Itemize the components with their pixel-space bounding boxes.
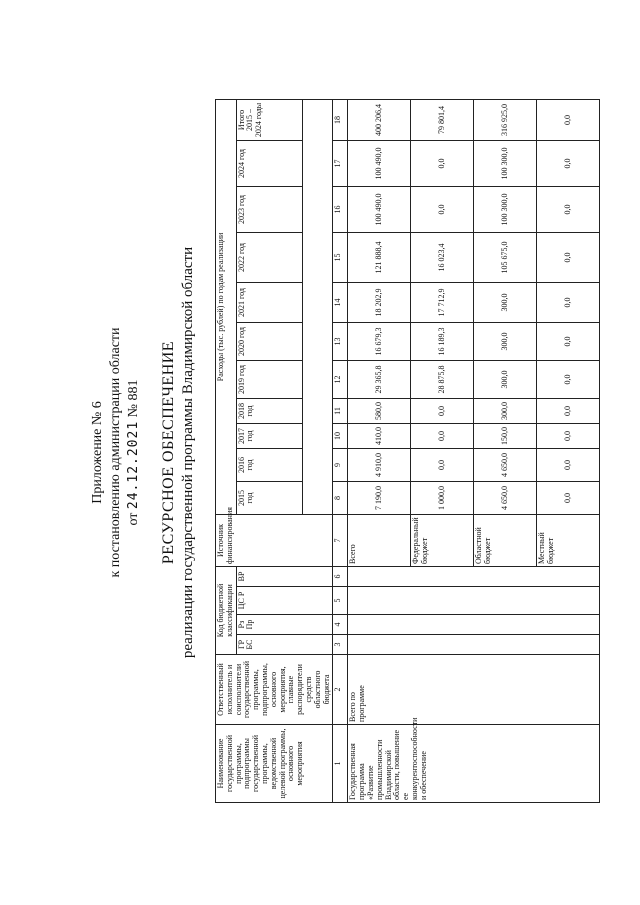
value-cell: 29 365,8 [348, 360, 411, 398]
col-number: 11 [333, 398, 348, 423]
col-number: 12 [333, 360, 348, 398]
year-header: 2023 год [236, 186, 303, 232]
value-cell: 0,0 [411, 448, 474, 481]
value-cell: 16 189,3 [411, 322, 474, 360]
grbs-cell [348, 635, 600, 655]
year-header: 2021 год [236, 282, 303, 322]
value-cell: 100 490,0 [348, 140, 411, 186]
value-cell: 0,0 [537, 360, 600, 398]
value-cell: 0,0 [537, 282, 600, 322]
source-cell: Федеральный бюджет [411, 514, 474, 566]
value-cell: 0,0 [537, 232, 600, 282]
value-cell: 121 888,4 [348, 232, 411, 282]
col-number: 1 [333, 725, 348, 803]
value-cell: 100 490,0 [348, 186, 411, 232]
value-cell: 0,0 [411, 186, 474, 232]
document-title: РЕСУРСНОЕ ОБЕСПЕЧЕНИЕ [160, 340, 177, 565]
year-header: 2018 год [236, 398, 303, 423]
col-number: 13 [333, 322, 348, 360]
col-number: 3 [333, 635, 348, 655]
appendix-label: Приложение № 6 [90, 401, 105, 504]
value-cell: 17 712,9 [411, 282, 474, 322]
header-rzpr: Рз Пр [236, 615, 333, 635]
document-subtitle: реализации государственной программы Владимирской области [180, 246, 196, 659]
source-cell: Областной бюджет [474, 514, 537, 566]
value-cell: 0,0 [537, 322, 600, 360]
total-cell: 400 206,4 [348, 99, 411, 140]
year-header: 2015 год [236, 481, 303, 514]
year-header: 2017 год [236, 423, 303, 448]
value-cell: 28 875,8 [411, 360, 474, 398]
header-budget-code: Код бюджетной классификации [216, 566, 237, 654]
value-cell: 0,0 [537, 448, 600, 481]
value-cell: 0,0 [411, 423, 474, 448]
year-header: 2024 год [236, 140, 303, 186]
source-cell: Всего [348, 514, 411, 566]
year-header: 2022 год [236, 232, 303, 282]
program-name-cell: Государственная программа «Развитие промышленности Владимирской области, повышение ее конкурентоспособности и обеспечение [348, 725, 600, 803]
csr-cell [348, 587, 600, 615]
col-number: 16 [333, 186, 348, 232]
value-cell: 4 650,0 [474, 448, 537, 481]
value-cell: 580,0 [348, 398, 411, 423]
col-number: 6 [333, 566, 348, 586]
value-cell: 410,0 [348, 423, 411, 448]
total-header: Итого 2015 – 2024 годы [236, 99, 303, 140]
col-number: 9 [333, 448, 348, 481]
value-cell: 0,0 [537, 481, 600, 514]
value-cell: 0,0 [411, 398, 474, 423]
value-cell: 1 000,0 [411, 481, 474, 514]
value-cell: 300,0 [474, 282, 537, 322]
decree-label: к постановлению администрации области [108, 327, 123, 578]
col-number: 2 [333, 655, 348, 725]
year-header: 2020 год [236, 322, 303, 360]
value-cell: 100 300,0 [474, 140, 537, 186]
col-number: 4 [333, 615, 348, 635]
value-cell: 300,0 [474, 360, 537, 398]
col-number: 15 [333, 232, 348, 282]
header-grbs: ГР БС [236, 635, 333, 655]
year-header: 2016 год [236, 448, 303, 481]
decree-date-line [126, 0, 142, 905]
col-number: 5 [333, 587, 348, 615]
value-cell: 0,0 [411, 140, 474, 186]
value-cell: 4 910,0 [348, 448, 411, 481]
col-number: 8 [333, 481, 348, 514]
total-cell: 0,0 [537, 99, 600, 140]
value-cell: 0,0 [537, 140, 600, 186]
col-number: 17 [333, 140, 348, 186]
date-prefix: от [126, 512, 141, 526]
value-cell: 105 675,0 [474, 232, 537, 282]
total-cell: 79 801,4 [411, 99, 474, 140]
year-header-spacer [303, 99, 333, 514]
value-cell: 100 300,0 [474, 186, 537, 232]
value-cell: 0,0 [537, 398, 600, 423]
header-csr: ЦС Р [236, 587, 333, 615]
header-funding-source: Источник финансирования [216, 514, 333, 566]
value-cell: 300,0 [474, 322, 537, 360]
col-number: 18 [333, 99, 348, 140]
value-cell: 300,0 [474, 398, 537, 423]
total-cell: 316 925,0 [474, 99, 537, 140]
value-cell: 16 023,4 [411, 232, 474, 282]
source-cell: Местный бюджет [537, 514, 600, 566]
decree-number: № 881 [126, 379, 141, 418]
header-expenses: Расходы (тыс. рублей) по годам реализации [216, 99, 237, 514]
col-number: 7 [333, 514, 348, 566]
value-cell: 4 650,0 [474, 481, 537, 514]
value-cell: 150,0 [474, 423, 537, 448]
col-number: 14 [333, 282, 348, 322]
resource-table [215, 99, 600, 803]
header-vr: ВР [236, 566, 333, 586]
header-responsible: Ответственный исполнитель и соисполнители государственной программы, подпрограммы, основного мероприятия, главные распорядители средств областного бюджета [216, 655, 333, 725]
value-cell: 18 202,9 [348, 282, 411, 322]
header-program-name: Наименование государственной программы, подпрограммы государственной программы, ведомственной целевой программы, основного мероприятия [216, 725, 333, 803]
value-cell: 7 190,0 [348, 481, 411, 514]
program-responsible-cell: Всего по программе [348, 655, 600, 725]
value-cell: 16 679,3 [348, 322, 411, 360]
decree-date: 24.12.2021 [126, 420, 141, 510]
rzpr-cell [348, 615, 600, 635]
vr-cell [348, 566, 600, 586]
year-header: 2019 год [236, 360, 303, 398]
value-cell: 0,0 [537, 423, 600, 448]
value-cell: 0,0 [537, 186, 600, 232]
col-number: 10 [333, 423, 348, 448]
